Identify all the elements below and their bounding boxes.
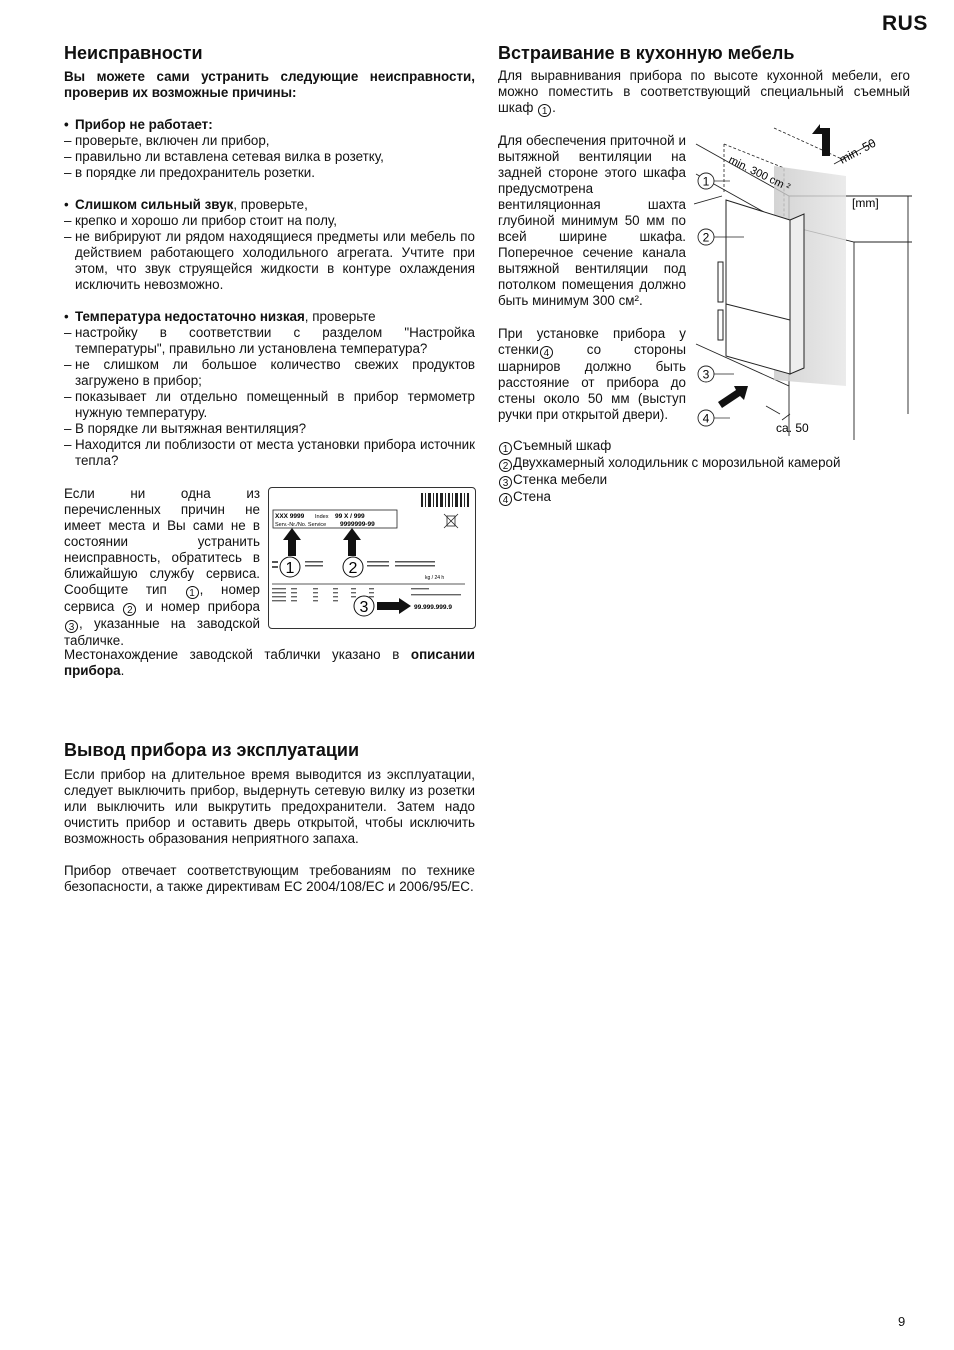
- plate-index-value: 99 X / 999: [335, 513, 365, 520]
- list-item: – правильно ли вставлена сетевая вилка в розетку,: [64, 149, 475, 165]
- marker-1-icon: 1: [186, 586, 199, 599]
- plate-service-label: Serv.-Nr./No. Service: [275, 522, 327, 528]
- callout-label: 1: [702, 174, 710, 189]
- arrow-up-icon: [283, 528, 361, 556]
- callout-label: 3: [702, 367, 710, 382]
- legend-item: 4 Стена: [498, 489, 910, 506]
- min-50-label: min. 50: [836, 135, 879, 167]
- plate-marker-label: 2: [348, 560, 358, 577]
- list-item: – крепко и хорошо ли прибор стоит на полу,: [64, 213, 475, 229]
- marker-4-icon: 4: [540, 346, 553, 359]
- list-item: – настройку в соответствии с разделом "Настройка температуры", правильно ли установлена температура?: [64, 325, 475, 357]
- ventilation-paragraph: Для обеспечения приточной и вытяжной вентиляции на задней стороне этого шкафа предусмотрена вентиляционная шахта глубиной минимум 50 мм по всей ширине шкафа. Поперечное сечение канала вытяжной вентиляции под потолком помещения должно быть минимум 300 см².: [498, 133, 686, 308]
- fault-group-heading: • Температура недостаточно низкая, проверьте: [64, 309, 475, 325]
- decommission-title: Вывод прибора из эксплуатации: [64, 740, 360, 760]
- fault-group-heading: • Прибор не работает:: [64, 117, 475, 133]
- rating-plate-drawing: [269, 488, 475, 628]
- fridge-icon: [718, 200, 804, 374]
- install-title: Встраивание в кухонную мебель: [498, 43, 795, 63]
- legend-item: 2 Двухкамерный холодильник с морозильной камерой: [498, 455, 910, 472]
- min-300-label: min. 300 cm ²: [726, 153, 792, 194]
- insert-arrow-icon: [718, 386, 748, 408]
- barcode-icon: [421, 493, 469, 507]
- plate-marker-label: 3: [359, 599, 369, 616]
- fault-check-list: [64, 325, 475, 469]
- wall-distance-paragraph: При установке прибора у стенки 4 со стороны шарниров должно быть расстояние от прибора до стены около 50 мм (выступ ручки при открытой двери).: [498, 326, 686, 422]
- rating-plate-illustration: [268, 487, 476, 629]
- plate-service-value: 9999999-99: [340, 521, 375, 528]
- legend-item: 1 Съемный шкаф: [498, 438, 910, 455]
- marker-2-icon: 2: [123, 603, 136, 616]
- page-number: 9: [898, 1314, 906, 1329]
- compliance-paragraph: Прибор отвечает соответствующим требованиям по технике безопасности, а также директивам ЕС 2004/108/EC и 2006/95/EC.: [64, 863, 475, 894]
- service-paragraph: Если ни одна из перечисленных причин не имеет места и Вы сами не в состоянии устранить неисправность, обратитесь в ближайшую службу сервиса. Сообщите тип 1 , номер сервиса 2 и номер прибора 3 , указанные на заводской табличке.: [64, 486, 260, 648]
- arrow-right-icon: [377, 598, 411, 614]
- installation-diagram: [694, 124, 912, 442]
- decommission-paragraph: Если прибор на длительное время выводится из эксплуатации, следует выключить прибор, выдернуть сетевую вилку из розетки или выключить или выкрутить предохранители. Затем надо очистить прибор и оставить дверь открытой, чтобы исключить возможность образования неприятного запаха.: [64, 767, 475, 846]
- faults-title: Неисправности: [64, 43, 203, 63]
- install-intro: Для выравнивания прибора по высоте кухонной мебели, его можно поместить в соответствующий специальный съемный шкаф 1 .: [498, 68, 910, 117]
- callout-label: 2: [702, 230, 710, 245]
- language-code: RUS: [882, 12, 928, 35]
- faults-intro: Вы можете сами устранить следующие неисправности, проверив их возможные причины:: [64, 69, 475, 100]
- plate-marker-label: 1: [285, 560, 295, 577]
- callout-label: 4: [702, 411, 710, 426]
- diagram-legend: [498, 438, 910, 506]
- plate-capacity: kg / 24 h: [425, 575, 445, 581]
- list-item: – не вибрируют ли рядом находящиеся предметы или мебель по действием работающего холодильного агрегата. Учтите при этом, что звук струящейся жидкости в контуре охлаждения исключить невозможно.: [64, 229, 475, 293]
- faults-section: [64, 42, 475, 469]
- waste-bin-icon: [444, 514, 458, 528]
- plate-model: XXX 9999: [275, 513, 305, 520]
- fault-group-temperature: [64, 309, 475, 469]
- marker-1-icon: 1: [538, 104, 551, 117]
- fault-group-heading: • Слишком сильный звук, проверьте,: [64, 197, 475, 213]
- decommission-section: [64, 739, 475, 895]
- list-item: – В порядке ли вытяжная вентиляция?: [64, 421, 475, 437]
- install-section: [498, 42, 910, 117]
- marker-3-icon: 3: [65, 620, 78, 633]
- legend-item: 3 Стенка мебели: [498, 472, 910, 489]
- ca-50-label: ca. 50: [776, 421, 809, 435]
- list-item: – показывает ли отдельно помещенный в прибор термометр нужную температуру.: [64, 389, 475, 421]
- list-item: – не слишком ли большое количество свежих продуктов загружено в прибор;: [64, 357, 475, 389]
- fault-group-not-working: [64, 117, 475, 181]
- airflow-arrow-icon: [812, 124, 830, 156]
- plate-index-label: Index: [315, 514, 329, 520]
- plate-serial: 99.999.999.9: [414, 604, 452, 611]
- fault-check-list: [64, 213, 475, 293]
- fault-check-list: [64, 133, 475, 181]
- list-item: – в порядке ли предохранитель розетки.: [64, 165, 475, 181]
- unit-label: [mm]: [852, 196, 879, 210]
- list-item: – проверьте, включен ли прибор,: [64, 133, 475, 149]
- fault-group-noise: [64, 197, 475, 293]
- list-item: – Находится ли поблизости от места установки прибора источник тепла?: [64, 437, 475, 469]
- plate-location-note: Местонахождение заводской таблички указано в описании прибора.: [64, 647, 475, 678]
